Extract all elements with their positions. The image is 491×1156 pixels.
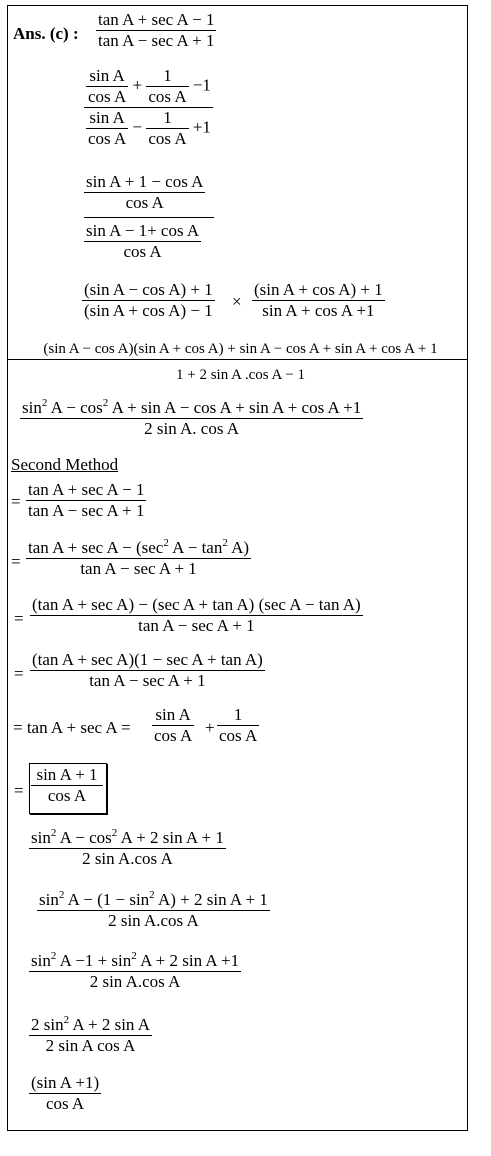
- term: sin: [31, 828, 51, 847]
- numerator: (sin A − cos A) + 1: [84, 280, 213, 299]
- equals-sign: =: [14, 781, 24, 800]
- exponent: 2: [102, 397, 109, 409]
- exponent: 2: [50, 827, 57, 839]
- denominator: tan A − sec A + 1: [98, 31, 215, 50]
- numerator: (sin A − cos A)(sin A + cos A) + sin A − cos A + sin A + cos A + 1: [43, 341, 438, 357]
- numerator: tan A + sec A − 1: [28, 480, 145, 499]
- fraction-p5: [29, 1073, 101, 1114]
- term: A − (1 − sin: [67, 890, 150, 909]
- denominator: 2 sin A.cos A: [82, 849, 173, 868]
- term: sin: [22, 398, 42, 417]
- equals-sign: =: [11, 552, 21, 571]
- denominator: 1 + 2 sin A .cos A − 1: [175, 367, 306, 383]
- numerator: (tan A + sec A) − (sec A + tan A) (sec A − tan A): [32, 595, 361, 614]
- denominator: tan A − sec A + 1: [80, 559, 197, 578]
- denominator: cos A: [219, 726, 258, 745]
- operator: +1: [192, 117, 211, 137]
- term: A): [231, 538, 250, 557]
- term: A) + 2 sin A + 1: [157, 890, 268, 909]
- times-operator: ×: [232, 292, 242, 311]
- denominator: 2 sin A cos A: [45, 1036, 136, 1055]
- equals-sign: =: [11, 492, 21, 511]
- answer-label: Ans. (c) :: [13, 24, 79, 43]
- denominator: tan A − sec A + 1: [138, 616, 255, 635]
- term: A + sin A − cos A + sin A + cos A +1: [111, 398, 362, 417]
- equals-sign: =: [14, 664, 24, 683]
- numerator: sin A − 1+ cos A: [86, 221, 200, 240]
- numerator: sin A + 1: [36, 765, 98, 784]
- term: A − cos: [50, 398, 103, 417]
- plus-operator: +: [205, 718, 215, 737]
- exponent: 2: [111, 827, 118, 839]
- exponent: 2: [163, 537, 169, 549]
- term: A −1 + sin: [59, 951, 132, 970]
- denominator: cos A: [88, 129, 127, 148]
- term: A − cos: [59, 828, 112, 847]
- fraction-m2: [26, 538, 251, 579]
- operator: +: [132, 75, 143, 95]
- numerator: (tan A + sec A)(1 − sec A + tan A): [32, 650, 263, 669]
- fraction-m5-a: [152, 705, 194, 746]
- exponent: 2: [58, 889, 65, 901]
- term: 2 sin: [31, 1015, 64, 1034]
- equals-sign: =: [14, 609, 24, 628]
- exponent: 2: [131, 950, 137, 962]
- numerator: 1: [163, 108, 172, 127]
- denominator: cos A: [123, 242, 162, 261]
- fraction-l5: [14, 340, 467, 384]
- denominator: (sin A + cos A) − 1: [84, 301, 213, 320]
- denominator: 2 sin A. cos A: [144, 419, 240, 438]
- denominator: cos A: [154, 726, 193, 745]
- exponent: 2: [63, 1014, 70, 1026]
- term: sin: [31, 951, 51, 970]
- denominator: sin A + cos A +1: [262, 301, 375, 320]
- denominator: cos A: [125, 193, 164, 212]
- term: sin: [39, 890, 59, 909]
- denominator: 2 sin A.cos A: [89, 972, 181, 991]
- denominator: tan A − sec A + 1: [89, 671, 206, 690]
- fraction-l6: [20, 398, 363, 439]
- numerator: 1: [233, 705, 243, 724]
- exponent: 2: [41, 397, 48, 409]
- fraction-l1: [96, 10, 216, 51]
- fraction-m1: [26, 480, 146, 521]
- numerator: 1: [163, 66, 172, 85]
- numerator: sin A: [89, 66, 125, 85]
- fraction-m4: [30, 650, 265, 691]
- section-heading: Second Method: [11, 455, 119, 474]
- operator: −1: [192, 75, 211, 95]
- equation-lead: = tan A + sec A =: [13, 718, 131, 737]
- main-fraction-bar: [84, 217, 214, 218]
- term: tan A + sec A − (sec: [28, 538, 164, 557]
- fraction-l4-b: [252, 280, 385, 321]
- term: A + 2 sin A +1: [140, 951, 240, 970]
- numerator: sin A: [155, 705, 191, 724]
- exponent: 2: [222, 537, 228, 549]
- fraction-l3-bottom: [84, 221, 201, 262]
- numerator: tan A + sec A − 1: [98, 10, 215, 29]
- term: A + 2 sin A: [72, 1015, 151, 1034]
- denominator: cos A: [45, 1094, 85, 1113]
- fraction-l3-top: [84, 172, 205, 213]
- fraction-m3: [30, 595, 363, 636]
- denominator: cos A: [88, 87, 127, 106]
- denominator: cos A: [47, 786, 87, 805]
- exponent: 2: [149, 889, 155, 901]
- numerator: (sin A + cos A) + 1: [254, 280, 383, 299]
- term: A − tan: [172, 538, 223, 557]
- fraction-m6: [31, 765, 103, 806]
- numerator: sin A: [89, 108, 125, 127]
- numerator: (sin A +1): [31, 1073, 100, 1092]
- complex-fraction-l2: [84, 66, 213, 149]
- fraction-p4: [29, 1015, 152, 1056]
- denominator: cos A: [148, 87, 187, 106]
- numerator: sin A + 1 − cos A: [86, 172, 204, 191]
- operator: −: [132, 117, 143, 137]
- denominator: cos A: [148, 129, 187, 148]
- fraction-p1: [29, 828, 226, 869]
- fraction-m5-b: [217, 705, 259, 746]
- denominator: tan A − sec A + 1: [28, 501, 145, 520]
- fraction-p3: [29, 951, 241, 992]
- exponent: 2: [50, 950, 57, 962]
- fraction-l4-a: [82, 280, 215, 321]
- term: A + 2 sin A + 1: [120, 828, 224, 847]
- fraction-p2: [37, 890, 270, 931]
- denominator: 2 sin A.cos A: [108, 911, 199, 930]
